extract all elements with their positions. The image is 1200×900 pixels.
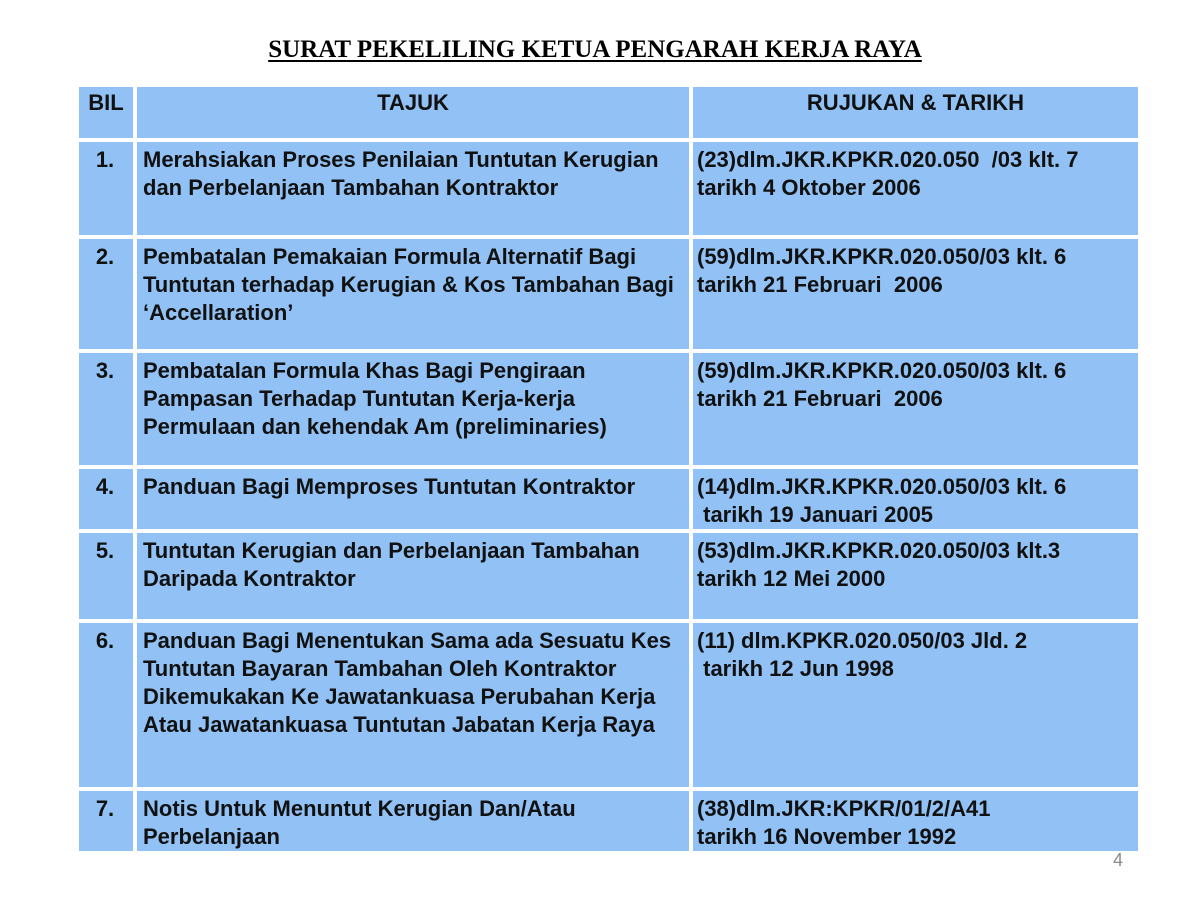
- row-number: 7.: [79, 791, 133, 851]
- table-row: [79, 623, 1138, 787]
- row-number: 2.: [79, 239, 133, 349]
- table-row: [79, 142, 1138, 235]
- table-row: [79, 791, 1138, 851]
- table-row: [79, 353, 1138, 465]
- circulars-table: [75, 83, 1142, 855]
- row-title: Notis Untuk Menuntut Kerugian Dan/Atau Perbelanjaan: [137, 791, 689, 851]
- header-bil: BIL: [79, 87, 133, 138]
- header-tajuk: TAJUK: [137, 87, 689, 138]
- row-title: Tuntutan Kerugian dan Perbelanjaan Tambahan Daripada Kontraktor: [137, 533, 689, 619]
- row-title: Pembatalan Pemakaian Formula Alternatif Bagi Tuntutan terhadap Kerugian & Kos Tambahan Bagi ‘Accellaration’: [137, 239, 689, 349]
- row-number: 3.: [79, 353, 133, 465]
- row-number: 6.: [79, 623, 133, 787]
- page-title: SURAT PEKELILING KETUA PENGARAH KERJA RAYA: [268, 36, 922, 63]
- row-reference: (23)dlm.JKR.KPKR.020.050 /03 klt. 7 tarikh 4 Oktober 2006: [693, 142, 1138, 235]
- row-title: Panduan Bagi Menentukan Sama ada Sesuatu Kes Tuntutan Bayaran Tambahan Oleh Kontraktor Dikemukakan Ke Jawatankuasa Perubahan Kerja Atau Jawatankuasa Tuntutan Jabatan Kerja Raya: [137, 623, 689, 787]
- row-reference: (59)dlm.JKR.KPKR.020.050/03 klt. 6 tarikh 21 Februari 2006: [693, 353, 1138, 465]
- row-reference: (59)dlm.JKR.KPKR.020.050/03 klt. 6 tarikh 21 Februari 2006: [693, 239, 1138, 349]
- table-row: [79, 533, 1138, 619]
- header-rujukan: RUJUKAN & TARIKH: [693, 87, 1138, 138]
- row-reference: (11) dlm.KPKR.020.050/03 Jld. 2 tarikh 12 Jun 1998: [693, 623, 1138, 787]
- row-reference: (53)dlm.JKR.KPKR.020.050/03 klt.3 tarikh 12 Mei 2000: [693, 533, 1138, 619]
- row-reference: (14)dlm.JKR.KPKR.020.050/03 klt. 6 tarikh 19 Januari 2005: [693, 469, 1138, 529]
- row-number: 4.: [79, 469, 133, 529]
- table-row: [79, 469, 1138, 529]
- row-number: 1.: [79, 142, 133, 235]
- table-header-row: [79, 87, 1138, 138]
- row-title: Pembatalan Formula Khas Bagi Pengiraan Pampasan Terhadap Tuntutan Kerja-kerja Permulaan dan kehendak Am (preliminaries): [137, 353, 689, 465]
- page-number: 4: [1113, 850, 1124, 870]
- row-title: Merahsiakan Proses Penilaian Tuntutan Kerugian dan Perbelanjaan Tambahan Kontraktor: [137, 142, 689, 235]
- row-title: Panduan Bagi Memproses Tuntutan Kontraktor: [137, 469, 689, 529]
- table-row: [79, 239, 1138, 349]
- row-number: 5.: [79, 533, 133, 619]
- row-reference: (38)dlm.JKR:KPKR/01/2/A41 tarikh 16 November 1992: [693, 791, 1138, 851]
